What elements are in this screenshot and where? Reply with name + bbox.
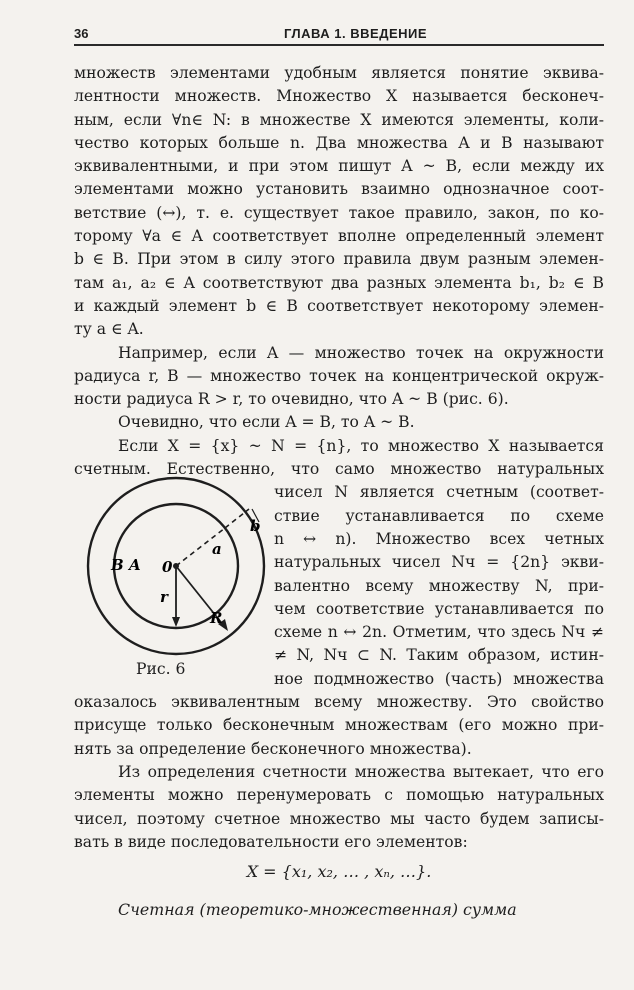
body-text: [74, 62, 604, 854]
sequence-formula: X = {x₁, x₂, … , xₙ, …}.: [246, 862, 432, 881]
concentric-circles-diagram: [84, 476, 284, 660]
label-a: a: [212, 540, 222, 558]
text-line: ≠ N, Nч ⊂ N. Таким образом, истин-: [274, 646, 604, 665]
text-line: чисел N является счетным (соответ-: [274, 483, 604, 502]
text-line: там a₁, a₂ ∈ A соответствуют два разных элемента b₁, b₂ ∈ B: [74, 273, 604, 292]
chapter-title: ГЛАВА 1. ВВЕДЕНИЕ: [284, 26, 428, 41]
text-line: схеме n ↔ 2n. Отметим, что здесь Nч ≠: [274, 623, 604, 642]
text-line: ное подмножество (часть) множества: [274, 669, 604, 688]
text-line: чем соответствие устанавливается по: [274, 599, 604, 618]
text-line: b ∈ B. При этом в силу этого правила двум разным элемен-: [74, 250, 604, 269]
text-line: счетным. Естественно, что само множество натуральных: [74, 460, 604, 479]
text-line: ным, если ∀n∈ N: в множестве X имеются элементы, коли-: [74, 110, 604, 129]
figure-6: [84, 476, 284, 684]
text-line: валентно всему множеству N, при-: [274, 576, 604, 595]
text-line: оказалось эквивалентным всему множеству. Это свойство: [74, 693, 604, 712]
label-center: 0: [162, 558, 173, 576]
label-r: r: [160, 588, 168, 606]
label-b: b: [250, 517, 261, 535]
text-line: Из определения счетности множества вытекает, что его: [118, 762, 604, 781]
text-line: ту a ∈ A.: [74, 320, 144, 339]
text-line: чество которых больше n. Два множества A и B называют: [74, 133, 604, 152]
text-line: n ↔ n). Множество всех четных: [274, 529, 604, 548]
text-line: Например, если A — множество точек на окружности: [118, 343, 604, 362]
text-line: чисел, поэтому счетное множество мы часто будем записы-: [74, 809, 604, 828]
text-line: ности радиуса R > r, то очевидно, что A ~ B (рис. 6).: [74, 390, 509, 409]
text-line: натуральных чисел Nч = {2n} экви-: [274, 553, 604, 572]
text-line: и каждый элемент b ∈ B соответствует некоторому элемен-: [74, 296, 604, 315]
text-line: торому ∀a ∈ A соответствует вполне определенный элемент: [74, 227, 604, 246]
text-line: элементы можно перенумеровать с помощью натуральных: [74, 786, 604, 805]
running-header: [74, 24, 604, 46]
text-line: присуще только бесконечным множествам (его можно при-: [74, 716, 604, 735]
text-line: эквивалентными, и при этом пишут A ~ B, если между их: [74, 157, 604, 176]
text-line: Очевидно, что если A = B, то A ~ B.: [118, 413, 415, 432]
page-number: 36: [74, 26, 89, 41]
text-line: Если X = {x} ~ N = {n}, то множество X называется: [118, 436, 604, 455]
text-line: множеств элементами удобным является понятие эквива-: [74, 64, 604, 82]
text-line: нять за определение бесконечного множества).: [74, 739, 472, 758]
label-B: B: [111, 556, 124, 574]
text-line: радиуса r, B — множество точек на концентрической окруж-: [74, 366, 604, 385]
radius-r-arrowhead: [172, 617, 180, 627]
text-line: элементами можно установить взаимно однозначное соот-: [74, 180, 604, 199]
label-R: R: [210, 609, 223, 627]
text-line: лентности множеств. Множество X называется бесконеч-: [74, 87, 604, 106]
text-line: ствие устанавливается по схеме: [274, 506, 604, 525]
label-A: A: [129, 556, 141, 574]
section-heading: Счетная (теоретико-множественная) сумма: [118, 900, 517, 919]
text-line: вать в виде последовательности его элементов:: [74, 832, 468, 851]
figure-caption: Рис. 6: [136, 660, 186, 678]
text-line: ветствие (↔), т. е. существует такое правило, закон, по ко-: [74, 203, 604, 222]
